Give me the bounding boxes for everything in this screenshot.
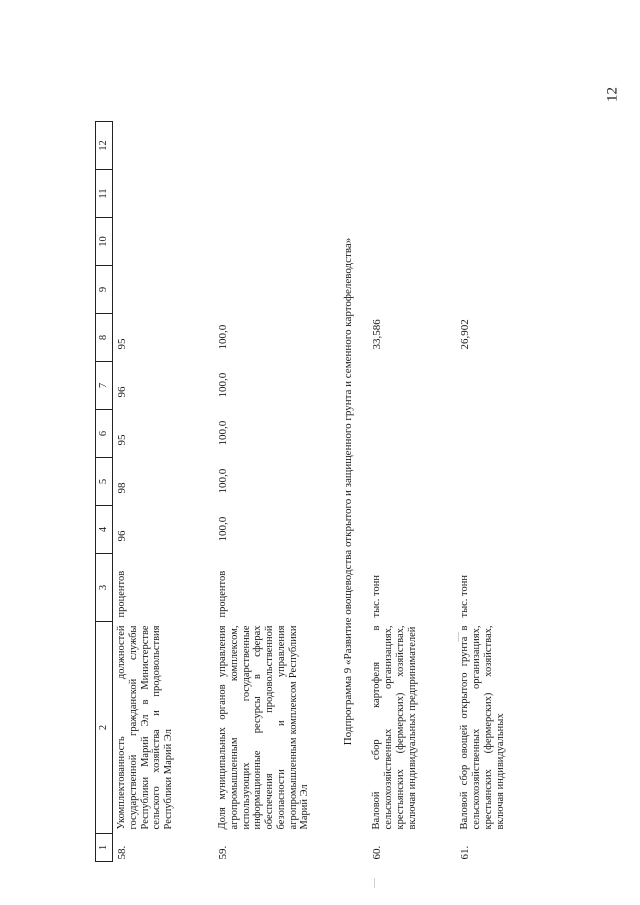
value-cell — [456, 122, 509, 170]
value-cell: 33,586 — [371, 319, 384, 350]
value-cell: 96 — [116, 530, 128, 542]
value-cell — [456, 458, 509, 506]
column-header: 9 — [96, 266, 113, 314]
unit-cell: процентов — [217, 570, 228, 618]
unit-cell: процентов — [116, 570, 127, 618]
row-number: 60. — [371, 845, 384, 860]
row-number: 61. — [459, 845, 472, 860]
value-cell — [368, 458, 456, 506]
value-cell: 100,0 — [217, 420, 229, 446]
value-cell — [113, 122, 215, 170]
indicator-name: Валовой сбор картофеля в сельскохозяйственных организациях, крестьянских (фермерских) хозяйствах, включая индивидуальных предпринимателей — [371, 625, 418, 830]
value-cell — [113, 218, 215, 266]
value-cell — [456, 218, 509, 266]
column-header: 2 — [96, 622, 113, 834]
value-cell — [214, 266, 328, 314]
unit-cell: тыс. тонн — [459, 575, 471, 618]
value-cell — [456, 362, 509, 410]
column-header: 5 — [96, 458, 113, 506]
table-row — [456, 122, 509, 862]
value-cell — [456, 410, 509, 458]
value-cell — [456, 170, 509, 218]
indicator-name: Укомплектованность должностей государственной гражданской службы Республики Марий Эл в Министерстве сельского хозяйства и продовольствия Республики Марий Эл — [116, 625, 174, 830]
value-cell — [368, 122, 456, 170]
value-cell — [214, 170, 328, 218]
value-cell: 98 — [116, 482, 128, 494]
column-numbers-row — [96, 122, 113, 862]
value-cell — [368, 506, 456, 554]
value-cell: 95 — [116, 434, 128, 446]
subprogram-title: Подпрограмма 9 «Развитие овощеводства открытого и защищенного грунта и семенного картофелеводства» — [342, 237, 354, 746]
value-cell — [368, 362, 456, 410]
value-cell — [368, 266, 456, 314]
column-header: 4 — [96, 506, 113, 554]
scan-speck — [374, 878, 375, 888]
rotated-table-container — [95, 122, 605, 862]
value-cell — [368, 170, 456, 218]
column-header: 6 — [96, 410, 113, 458]
value-cell: 96 — [116, 386, 128, 398]
scan-speck — [458, 632, 459, 642]
value-cell: 100,0 — [217, 324, 229, 350]
column-header: 11 — [96, 170, 113, 218]
page-number: 12 — [604, 87, 621, 102]
indicators-table — [95, 121, 509, 862]
value-cell: 95 — [116, 338, 128, 350]
column-header: 12 — [96, 122, 113, 170]
table-row — [368, 122, 456, 862]
column-header: 1 — [96, 834, 113, 862]
unit-cell: тыс. тонн — [371, 575, 383, 618]
value-cell — [214, 218, 328, 266]
value-cell — [113, 266, 215, 314]
column-header: 10 — [96, 218, 113, 266]
value-cell: 100,0 — [217, 468, 229, 494]
indicator-name: Доля муниципальных органов управления агропромышленным комплексом, использующих государственные информационные ресурсы в сферах обеспечения продовольственной безопасности и управления агропромышленным комплексом Республики Марий Эл — [217, 625, 311, 830]
value-cell — [456, 266, 509, 314]
value-cell: 26,902 — [459, 319, 472, 350]
value-cell — [113, 170, 215, 218]
value-cell — [214, 122, 328, 170]
column-header: 8 — [96, 314, 113, 362]
value-cell: 100,0 — [217, 372, 229, 398]
value-cell: 100,0 — [217, 516, 229, 542]
value-cell — [368, 218, 456, 266]
indicator-name: Валовой сбор овощей открытого грунта в сельскохозяйственных организациях, крестьянских (фермерских) хозяйствах, включая индивидуальных — [459, 625, 506, 830]
column-header: 3 — [96, 554, 113, 622]
column-header: 7 — [96, 362, 113, 410]
row-number: 59. — [217, 845, 229, 860]
value-cell — [368, 410, 456, 458]
value-cell — [456, 506, 509, 554]
subprogram-row — [328, 122, 368, 862]
table-row — [113, 122, 215, 862]
table-row — [214, 122, 328, 862]
row-number: 58. — [116, 845, 128, 860]
